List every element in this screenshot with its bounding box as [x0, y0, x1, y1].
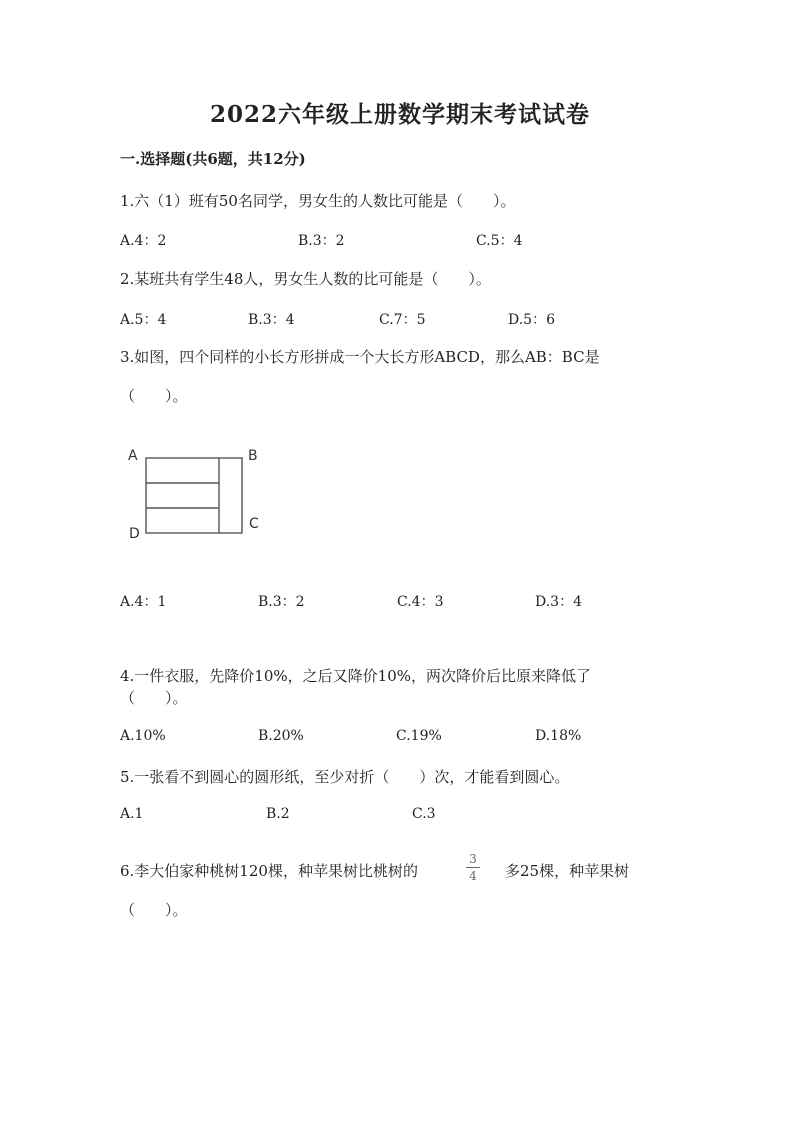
big-rectangle-abcd	[146, 458, 242, 533]
question-4-text-line1: 4.一件衣服，先降价10%，之后又降价10%，两次降价后比原来降低了	[120, 667, 591, 685]
question-5-text: 5.一张看不到圆心的圆形纸，至少对折（ ）次，才能看到圆心。	[120, 768, 570, 786]
rectangle-figure	[120, 440, 280, 550]
question-2-option-c[interactable]: C.7：5	[379, 312, 426, 328]
question-3-option-d[interactable]: D.3：4	[535, 594, 582, 610]
fraction-numerator: 3	[469, 852, 477, 866]
question-4-option-d[interactable]: D.18%	[535, 728, 582, 744]
fraction-three-quarters	[466, 852, 480, 883]
question-3-text-line2: （ ）。	[120, 387, 188, 405]
question-1-text: 1.六（1）班有50名同学，男女生的人数比可能是（ ）。	[120, 192, 516, 210]
question-4-option-a[interactable]: A.10%	[120, 728, 166, 744]
fraction-denominator: 4	[469, 869, 477, 883]
question-5-option-a[interactable]: A.1	[120, 806, 144, 822]
vertex-label-a: A	[128, 448, 138, 464]
question-1-option-b[interactable]: B.3：2	[298, 233, 345, 249]
question-2-option-b[interactable]: B.3：4	[248, 312, 295, 328]
question-4-option-b[interactable]: B.20%	[258, 728, 304, 744]
fraction-bar	[466, 867, 480, 868]
question-2-text: 2.某班共有学生48人，男女生人数的比可能是（ ）。	[120, 270, 491, 288]
vertex-label-c: C	[249, 516, 259, 532]
question-3-option-b[interactable]: B.3：2	[258, 594, 305, 610]
question-6-text-line2: （ ）。	[120, 901, 188, 919]
question-5-option-b[interactable]: B.2	[266, 806, 290, 822]
question-5-option-c[interactable]: C.3	[412, 806, 436, 822]
question-2-option-a[interactable]: A.5：4	[120, 312, 167, 328]
question-2-option-d[interactable]: D.5：6	[508, 312, 555, 328]
question-6-text-part2: 多25棵，种苹果树	[505, 862, 630, 880]
question-1-option-c[interactable]: C.5：4	[476, 233, 523, 249]
question-3-option-a[interactable]: A.4：1	[120, 594, 167, 610]
question-6-text-part1: 6.李大伯家种桃树120棵，种苹果树比桃树的	[120, 862, 418, 880]
question-1-option-a[interactable]: A.4：2	[120, 233, 167, 249]
question-3-option-c[interactable]: C.4：3	[397, 594, 444, 610]
question-3-text-line1: 3.如图，四个同样的小长方形拼成一个大长方形ABCD，那么AB：BC是	[120, 348, 600, 366]
vertex-label-b: B	[248, 448, 258, 464]
question-4-text-line2: （ ）。	[120, 689, 188, 707]
question-4-option-c[interactable]: C.19%	[396, 728, 442, 744]
vertex-label-d: D	[129, 526, 140, 542]
page-title: 2022六年级上册数学期末考试试卷	[209, 101, 590, 128]
section-heading: 一.选择题(共6题，共12分)	[120, 150, 306, 168]
